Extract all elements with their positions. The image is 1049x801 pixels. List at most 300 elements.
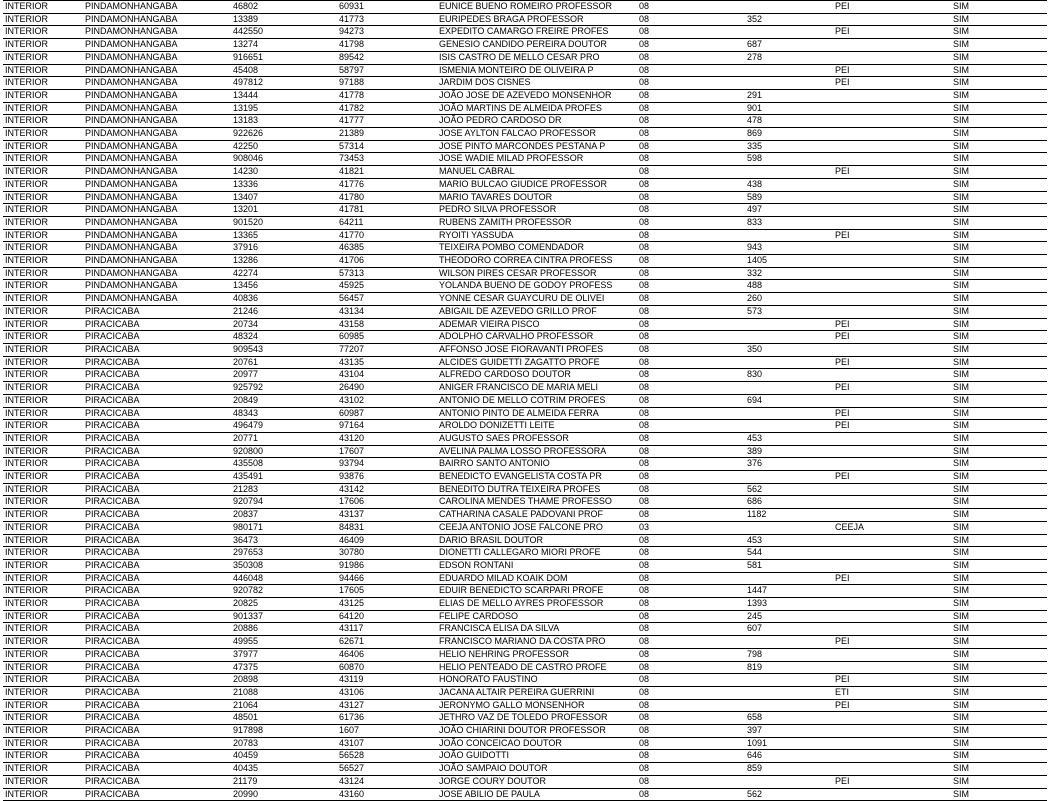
school-name-cell: ADEMAR VIEIRA PISCO xyxy=(437,318,637,331)
table-row xyxy=(3,178,1047,191)
region-cell: INTERIOR xyxy=(3,432,83,445)
table-row xyxy=(3,1,1047,14)
cie-code-cell: 43134 xyxy=(337,305,437,318)
type-cell: 08 xyxy=(637,382,745,395)
city-cell: PIRACICABA xyxy=(83,750,231,763)
table-row xyxy=(3,598,1047,611)
region-cell: INTERIOR xyxy=(3,305,83,318)
number-cell: 497 xyxy=(745,204,833,217)
cie-code-cell: 41798 xyxy=(337,39,437,52)
cie-code-cell: 60987 xyxy=(337,407,437,420)
code-cell: 20825 xyxy=(231,598,337,611)
table-row xyxy=(3,229,1047,242)
table-row xyxy=(3,369,1047,382)
code-cell: 20783 xyxy=(231,737,337,750)
table-row xyxy=(3,725,1047,738)
program-cell xyxy=(833,496,951,509)
program-cell xyxy=(833,115,951,128)
number-cell: 562 xyxy=(745,788,833,801)
school-name-cell: JOSE PINTO MARCONDES PESTANA P xyxy=(437,140,637,153)
code-cell: 20898 xyxy=(231,674,337,687)
cie-code-cell: 43124 xyxy=(337,775,437,788)
type-cell: 08 xyxy=(637,356,745,369)
cie-code-cell: 26490 xyxy=(337,382,437,395)
status-cell: SIM xyxy=(951,712,1047,725)
number-cell: 687 xyxy=(745,39,833,52)
status-cell: SIM xyxy=(951,178,1047,191)
number-cell: 833 xyxy=(745,216,833,229)
code-cell: 21283 xyxy=(231,483,337,496)
school-name-cell: JOÃO CONCEICAO DOUTOR xyxy=(437,737,637,750)
program-cell xyxy=(833,102,951,115)
program-cell xyxy=(833,648,951,661)
school-name-cell: JOSE ABILIO DE PAULA xyxy=(437,788,637,801)
number-cell: 589 xyxy=(745,191,833,204)
code-cell: 40435 xyxy=(231,763,337,776)
number-cell xyxy=(745,77,833,90)
table-row xyxy=(3,572,1047,585)
code-cell: 49955 xyxy=(231,636,337,649)
number-cell: 291 xyxy=(745,89,833,102)
program-cell: PEI xyxy=(833,636,951,649)
code-cell: 435491 xyxy=(231,471,337,484)
school-name-cell: ELIAS DE MELLO AYRES PROFESSOR xyxy=(437,598,637,611)
city-cell: PIRACICABA xyxy=(83,712,231,725)
type-cell: 08 xyxy=(637,661,745,674)
region-cell: INTERIOR xyxy=(3,534,83,547)
number-cell: 453 xyxy=(745,534,833,547)
school-name-cell: ABIGAIL DE AZEVEDO GRILLO PROF xyxy=(437,305,637,318)
region-cell: INTERIOR xyxy=(3,648,83,661)
type-cell: 08 xyxy=(637,394,745,407)
number-cell xyxy=(745,471,833,484)
number-cell: 562 xyxy=(745,483,833,496)
school-name-cell: JOÃO JOSE DE AZEVEDO MONSENHOR xyxy=(437,89,637,102)
city-cell: PIRACICABA xyxy=(83,509,231,522)
cie-code-cell: 58797 xyxy=(337,64,437,77)
code-cell: 47375 xyxy=(231,661,337,674)
code-cell: 901337 xyxy=(231,610,337,623)
city-cell: PIRACICABA xyxy=(83,343,231,356)
status-cell: SIM xyxy=(951,318,1047,331)
city-cell: PINDAMONHANGABA xyxy=(83,204,231,217)
cie-code-cell: 17607 xyxy=(337,445,437,458)
code-cell: 13183 xyxy=(231,115,337,128)
cie-code-cell: 41706 xyxy=(337,255,437,268)
city-cell: PIRACICABA xyxy=(83,775,231,788)
status-cell: SIM xyxy=(951,725,1047,738)
status-cell: SIM xyxy=(951,89,1047,102)
school-name-cell: EDUIR BENEDICTO SCARPARI PROFE xyxy=(437,585,637,598)
number-cell xyxy=(745,407,833,420)
city-cell: PIRACICABA xyxy=(83,369,231,382)
table-row xyxy=(3,547,1047,560)
table-row xyxy=(3,432,1047,445)
table-row xyxy=(3,750,1047,763)
type-cell: 08 xyxy=(637,115,745,128)
status-cell: SIM xyxy=(951,331,1047,344)
school-name-cell: CATHARINA CASALE PADOVANI PROF xyxy=(437,509,637,522)
region-cell: INTERIOR xyxy=(3,204,83,217)
region-cell: INTERIOR xyxy=(3,178,83,191)
type-cell: 08 xyxy=(637,547,745,560)
type-cell: 08 xyxy=(637,420,745,433)
code-cell: 925792 xyxy=(231,382,337,395)
city-cell: PINDAMONHANGABA xyxy=(83,115,231,128)
region-cell: INTERIOR xyxy=(3,559,83,572)
school-name-cell: MANUEL CABRAL xyxy=(437,166,637,179)
status-cell: SIM xyxy=(951,521,1047,534)
number-cell xyxy=(745,64,833,77)
city-cell: PIRACICABA xyxy=(83,623,231,636)
region-cell: INTERIOR xyxy=(3,382,83,395)
code-cell: 46802 xyxy=(231,1,337,14)
code-cell: 40459 xyxy=(231,750,337,763)
cie-code-cell: 46406 xyxy=(337,648,437,661)
region-cell: INTERIOR xyxy=(3,636,83,649)
program-cell: PEI xyxy=(833,699,951,712)
cie-code-cell: 97188 xyxy=(337,77,437,90)
program-cell xyxy=(833,255,951,268)
table-row xyxy=(3,216,1047,229)
city-cell: PIRACICABA xyxy=(83,318,231,331)
type-cell: 08 xyxy=(637,39,745,52)
table-row xyxy=(3,483,1047,496)
status-cell: SIM xyxy=(951,153,1047,166)
number-cell: 1405 xyxy=(745,255,833,268)
region-cell: INTERIOR xyxy=(3,77,83,90)
region-cell: INTERIOR xyxy=(3,356,83,369)
status-cell: SIM xyxy=(951,51,1047,64)
region-cell: INTERIOR xyxy=(3,26,83,39)
status-cell: SIM xyxy=(951,534,1047,547)
program-cell: PEI xyxy=(833,166,951,179)
region-cell: INTERIOR xyxy=(3,496,83,509)
program-cell xyxy=(833,293,951,306)
school-name-cell: FRANCISCO MARIANO DA COSTA PRO xyxy=(437,636,637,649)
region-cell: INTERIOR xyxy=(3,674,83,687)
number-cell: 376 xyxy=(745,458,833,471)
code-cell: 496479 xyxy=(231,420,337,433)
code-cell: 40836 xyxy=(231,293,337,306)
type-cell: 08 xyxy=(637,699,745,712)
status-cell: SIM xyxy=(951,585,1047,598)
city-cell: PIRACICABA xyxy=(83,394,231,407)
region-cell: INTERIOR xyxy=(3,140,83,153)
status-cell: SIM xyxy=(951,458,1047,471)
status-cell: SIM xyxy=(951,509,1047,522)
cie-code-cell: 46385 xyxy=(337,242,437,255)
table-row xyxy=(3,204,1047,217)
school-name-cell: DARIO BRASIL DOUTOR xyxy=(437,534,637,547)
type-cell: 08 xyxy=(637,636,745,649)
code-cell: 909543 xyxy=(231,343,337,356)
number-cell: 1182 xyxy=(745,509,833,522)
school-name-cell: BAIRRO SANTO ANTONIO xyxy=(437,458,637,471)
code-cell: 21246 xyxy=(231,305,337,318)
type-cell: 08 xyxy=(637,737,745,750)
table-row xyxy=(3,420,1047,433)
city-cell: PINDAMONHANGABA xyxy=(83,77,231,90)
code-cell: 45408 xyxy=(231,64,337,77)
type-cell: 08 xyxy=(637,343,745,356)
code-cell: 917898 xyxy=(231,725,337,738)
number-cell: 694 xyxy=(745,394,833,407)
school-name-cell: FELIPE CARDOSO xyxy=(437,610,637,623)
code-cell: 20849 xyxy=(231,394,337,407)
cie-code-cell: 21389 xyxy=(337,128,437,141)
status-cell: SIM xyxy=(951,280,1047,293)
status-cell: SIM xyxy=(951,788,1047,801)
cie-code-cell: 94273 xyxy=(337,26,437,39)
status-cell: SIM xyxy=(951,559,1047,572)
status-cell: SIM xyxy=(951,242,1047,255)
program-cell xyxy=(833,128,951,141)
school-name-cell: JOÃO CHIARINI DOUTOR PROFESSOR xyxy=(437,725,637,738)
type-cell: 08 xyxy=(637,712,745,725)
city-cell: PINDAMONHANGABA xyxy=(83,255,231,268)
city-cell: PIRACICABA xyxy=(83,661,231,674)
status-cell: SIM xyxy=(951,382,1047,395)
cie-code-cell: 17606 xyxy=(337,496,437,509)
city-cell: PIRACICABA xyxy=(83,648,231,661)
status-cell: SIM xyxy=(951,420,1047,433)
school-name-cell: BENEDICTO EVANGELISTA COSTA PR xyxy=(437,471,637,484)
city-cell: PINDAMONHANGABA xyxy=(83,229,231,242)
table-row xyxy=(3,102,1047,115)
region-cell: INTERIOR xyxy=(3,483,83,496)
cie-code-cell: 94466 xyxy=(337,572,437,585)
school-name-cell: RYOITI YASSUDA xyxy=(437,229,637,242)
table-row xyxy=(3,610,1047,623)
school-name-cell: JARDIM DOS CISNES xyxy=(437,77,637,90)
type-cell: 08 xyxy=(637,242,745,255)
cie-code-cell: 46409 xyxy=(337,534,437,547)
school-name-cell: ADOLPHO CARVALHO PROFESSOR xyxy=(437,331,637,344)
school-name-cell: JOÃO MARTINS DE ALMEIDA PROFES xyxy=(437,102,637,115)
city-cell: PIRACICABA xyxy=(83,674,231,687)
status-cell: SIM xyxy=(951,115,1047,128)
number-cell: 488 xyxy=(745,280,833,293)
city-cell: PIRACICABA xyxy=(83,699,231,712)
cie-code-cell: 41776 xyxy=(337,178,437,191)
table-row xyxy=(3,331,1047,344)
cie-code-cell: 43102 xyxy=(337,394,437,407)
type-cell: 08 xyxy=(637,64,745,77)
type-cell: 08 xyxy=(637,293,745,306)
cie-code-cell: 43125 xyxy=(337,598,437,611)
region-cell: INTERIOR xyxy=(3,89,83,102)
number-cell: 478 xyxy=(745,115,833,128)
region-cell: INTERIOR xyxy=(3,343,83,356)
status-cell: SIM xyxy=(951,674,1047,687)
number-cell: 859 xyxy=(745,763,833,776)
program-cell xyxy=(833,191,951,204)
number-cell: 1091 xyxy=(745,737,833,750)
number-cell: 245 xyxy=(745,610,833,623)
region-cell: INTERIOR xyxy=(3,763,83,776)
number-cell: 544 xyxy=(745,547,833,560)
status-cell: SIM xyxy=(951,763,1047,776)
type-cell: 08 xyxy=(637,305,745,318)
school-name-cell: PEDRO SILVA PROFESSOR xyxy=(437,204,637,217)
school-name-cell: EURIPEDES BRAGA PROFESSOR xyxy=(437,13,637,26)
city-cell: PINDAMONHANGABA xyxy=(83,178,231,191)
region-cell: INTERIOR xyxy=(3,471,83,484)
city-cell: PIRACICABA xyxy=(83,407,231,420)
region-cell: INTERIOR xyxy=(3,394,83,407)
type-cell: 08 xyxy=(637,610,745,623)
table-row xyxy=(3,64,1047,77)
cie-code-cell: 41773 xyxy=(337,13,437,26)
type-cell: 08 xyxy=(637,648,745,661)
type-cell: 08 xyxy=(637,153,745,166)
code-cell: 21088 xyxy=(231,686,337,699)
program-cell xyxy=(833,280,951,293)
type-cell: 08 xyxy=(637,369,745,382)
table-row xyxy=(3,763,1047,776)
cie-code-cell: 43117 xyxy=(337,623,437,636)
cie-code-cell: 73453 xyxy=(337,153,437,166)
region-cell: INTERIOR xyxy=(3,153,83,166)
city-cell: PIRACICABA xyxy=(83,420,231,433)
cie-code-cell: 1607 xyxy=(337,725,437,738)
school-name-cell: AUGUSTO SAES PROFESSOR xyxy=(437,432,637,445)
cie-code-cell: 93876 xyxy=(337,471,437,484)
type-cell: 08 xyxy=(637,255,745,268)
table-row xyxy=(3,255,1047,268)
type-cell: 08 xyxy=(637,686,745,699)
cie-code-cell: 43160 xyxy=(337,788,437,801)
number-cell xyxy=(745,420,833,433)
status-cell: SIM xyxy=(951,166,1047,179)
number-cell: 352 xyxy=(745,13,833,26)
status-cell: SIM xyxy=(951,483,1047,496)
city-cell: PIRACICABA xyxy=(83,534,231,547)
type-cell: 08 xyxy=(637,26,745,39)
table-row xyxy=(3,775,1047,788)
status-cell: SIM xyxy=(951,77,1047,90)
number-cell xyxy=(745,699,833,712)
program-cell xyxy=(833,534,951,547)
city-cell: PIRACICABA xyxy=(83,483,231,496)
program-cell xyxy=(833,13,951,26)
code-cell: 442550 xyxy=(231,26,337,39)
number-cell: 350 xyxy=(745,343,833,356)
program-cell: PEI xyxy=(833,775,951,788)
region-cell: INTERIOR xyxy=(3,369,83,382)
table-row xyxy=(3,712,1047,725)
status-cell: SIM xyxy=(951,445,1047,458)
status-cell: SIM xyxy=(951,26,1047,39)
status-cell: SIM xyxy=(951,64,1047,77)
region-cell: INTERIOR xyxy=(3,521,83,534)
cie-code-cell: 41821 xyxy=(337,166,437,179)
school-name-cell: EUNICE BUENO ROMEIRO PROFESSOR xyxy=(437,1,637,14)
school-name-cell: MARIO TAVARES DOUTOR xyxy=(437,191,637,204)
status-cell: SIM xyxy=(951,547,1047,560)
number-cell xyxy=(745,331,833,344)
code-cell: 497812 xyxy=(231,77,337,90)
type-cell: 08 xyxy=(637,788,745,801)
status-cell: SIM xyxy=(951,255,1047,268)
region-cell: INTERIOR xyxy=(3,775,83,788)
region-cell: INTERIOR xyxy=(3,293,83,306)
type-cell: 08 xyxy=(637,229,745,242)
cie-code-cell: 45925 xyxy=(337,280,437,293)
table-row xyxy=(3,445,1047,458)
number-cell: 453 xyxy=(745,432,833,445)
city-cell: PINDAMONHANGABA xyxy=(83,128,231,141)
cie-code-cell: 43135 xyxy=(337,356,437,369)
table-row xyxy=(3,242,1047,255)
region-cell: INTERIOR xyxy=(3,623,83,636)
status-cell: SIM xyxy=(951,737,1047,750)
table-row xyxy=(3,407,1047,420)
status-cell: SIM xyxy=(951,610,1047,623)
program-cell: PEI xyxy=(833,407,951,420)
table-row xyxy=(3,534,1047,547)
cie-code-cell: 43119 xyxy=(337,674,437,687)
type-cell: 08 xyxy=(637,509,745,522)
region-cell: INTERIOR xyxy=(3,280,83,293)
city-cell: PIRACICABA xyxy=(83,725,231,738)
type-cell: 08 xyxy=(637,77,745,90)
code-cell: 13444 xyxy=(231,89,337,102)
number-cell: 798 xyxy=(745,648,833,661)
program-cell xyxy=(833,458,951,471)
number-cell: 1447 xyxy=(745,585,833,598)
region-cell: INTERIOR xyxy=(3,572,83,585)
cie-code-cell: 62671 xyxy=(337,636,437,649)
school-name-cell: YONNE CESAR GUAYCURU DE OLIVEI xyxy=(437,293,637,306)
program-cell xyxy=(833,788,951,801)
table-row xyxy=(3,140,1047,153)
school-name-cell: ANTONIO PINTO DE ALMEIDA FERRA xyxy=(437,407,637,420)
status-cell: SIM xyxy=(951,293,1047,306)
school-name-cell: EXPEDITO CAMARGO FREIRE PROFES xyxy=(437,26,637,39)
number-cell xyxy=(745,1,833,14)
program-cell xyxy=(833,39,951,52)
program-cell: PEI xyxy=(833,331,951,344)
type-cell: 08 xyxy=(637,750,745,763)
number-cell: 869 xyxy=(745,128,833,141)
code-cell: 980171 xyxy=(231,521,337,534)
type-cell: 08 xyxy=(637,204,745,217)
table-row xyxy=(3,788,1047,801)
region-cell: INTERIOR xyxy=(3,331,83,344)
region-cell: INTERIOR xyxy=(3,712,83,725)
code-cell: 13456 xyxy=(231,280,337,293)
cie-code-cell: 41781 xyxy=(337,204,437,217)
code-cell: 916651 xyxy=(231,51,337,64)
region-cell: INTERIOR xyxy=(3,750,83,763)
status-cell: SIM xyxy=(951,343,1047,356)
region-cell: INTERIOR xyxy=(3,699,83,712)
program-cell: PEI xyxy=(833,572,951,585)
type-cell: 08 xyxy=(637,775,745,788)
number-cell xyxy=(745,686,833,699)
number-cell: 901 xyxy=(745,102,833,115)
table-row xyxy=(3,559,1047,572)
school-name-cell: ISMENIA MONTEIRO DE OLIVEIRA P xyxy=(437,64,637,77)
code-cell: 20734 xyxy=(231,318,337,331)
type-cell: 08 xyxy=(637,166,745,179)
table-row xyxy=(3,636,1047,649)
school-name-cell: JOÃO PEDRO CARDOSO DR xyxy=(437,115,637,128)
type-cell: 08 xyxy=(637,1,745,14)
program-cell xyxy=(833,369,951,382)
